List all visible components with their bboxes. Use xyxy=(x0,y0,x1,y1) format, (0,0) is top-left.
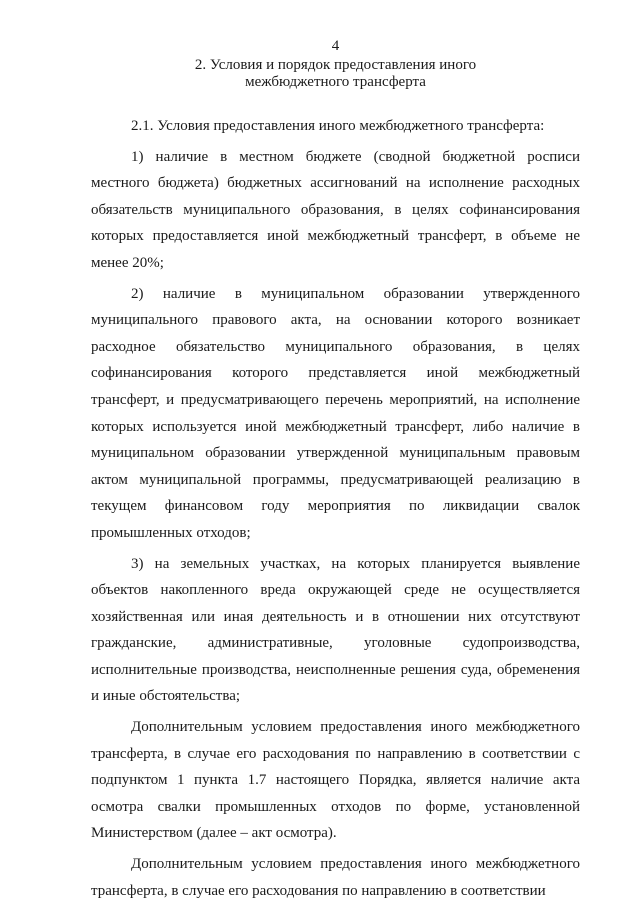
paragraph-condition-2: 2) наличие в муниципальном образовании утвержденного муниципального правового акта, на основании которого возникает расходное обязательство муниципального образования, в целях софинансирования которого представляется иной межбюджетный трансферт, и предусматривающего перечень мероприятий, на исполнение которых используется иной межбюджетный трансферт, либо наличие в муниципальном образовании утвержденной муниципальным правовым актом муниципальной программы, предусматривающей реализацию в текущем финансовом году мероприятия по ликвидации свалок промышленных отходов; xyxy=(91,285,580,541)
document-body xyxy=(91,113,580,904)
section-title-line-1: 2. Условия и порядок предоставления иного xyxy=(194,57,477,73)
paragraph-condition-3: 3) на земельных участках, на которых планируется выявление объектов накопленного вреда окружающей среде не осуществляется хозяйственная или иная деятельность и в отношении них отсутствуют гражданские, административные, уголовные судопроизводства, исполнительные производства, неисполненные решения суда, обременения и иные обстоятельства; xyxy=(91,555,580,705)
paragraph-additional-condition-1: Дополнительным условием предоставления иного межбюджетного трансферта, в случае его расходования по направлению в соответствии с подпунктом 1 пункта 1.7 настоящего Порядка, является наличие акта осмотра свалки промышленных отходов по форме, установленной Министерством (далее – акт осмотра). xyxy=(91,719,580,842)
paragraph-2-1: 2.1. Условия предоставления иного межбюджетного трансферта: xyxy=(131,118,545,134)
page-number: 4 xyxy=(331,38,340,54)
paragraph-additional-condition-2: Дополнительным условием предоставления иного межбюджетного трансферта, в случае его расходования по направлению в соответствии xyxy=(91,856,580,899)
paragraph-condition-1: 1) наличие в местном бюджете (сводной бюджетной росписи местного бюджета) бюджетных ассигнований на исполнение расходных обязательств муниципального образования, в целях софинансирования которых предоставляется иной межбюджетный трансферт, в объеме не менее 20%; xyxy=(91,148,580,271)
section-title-line-2: межбюджетного трансферта xyxy=(245,74,426,90)
